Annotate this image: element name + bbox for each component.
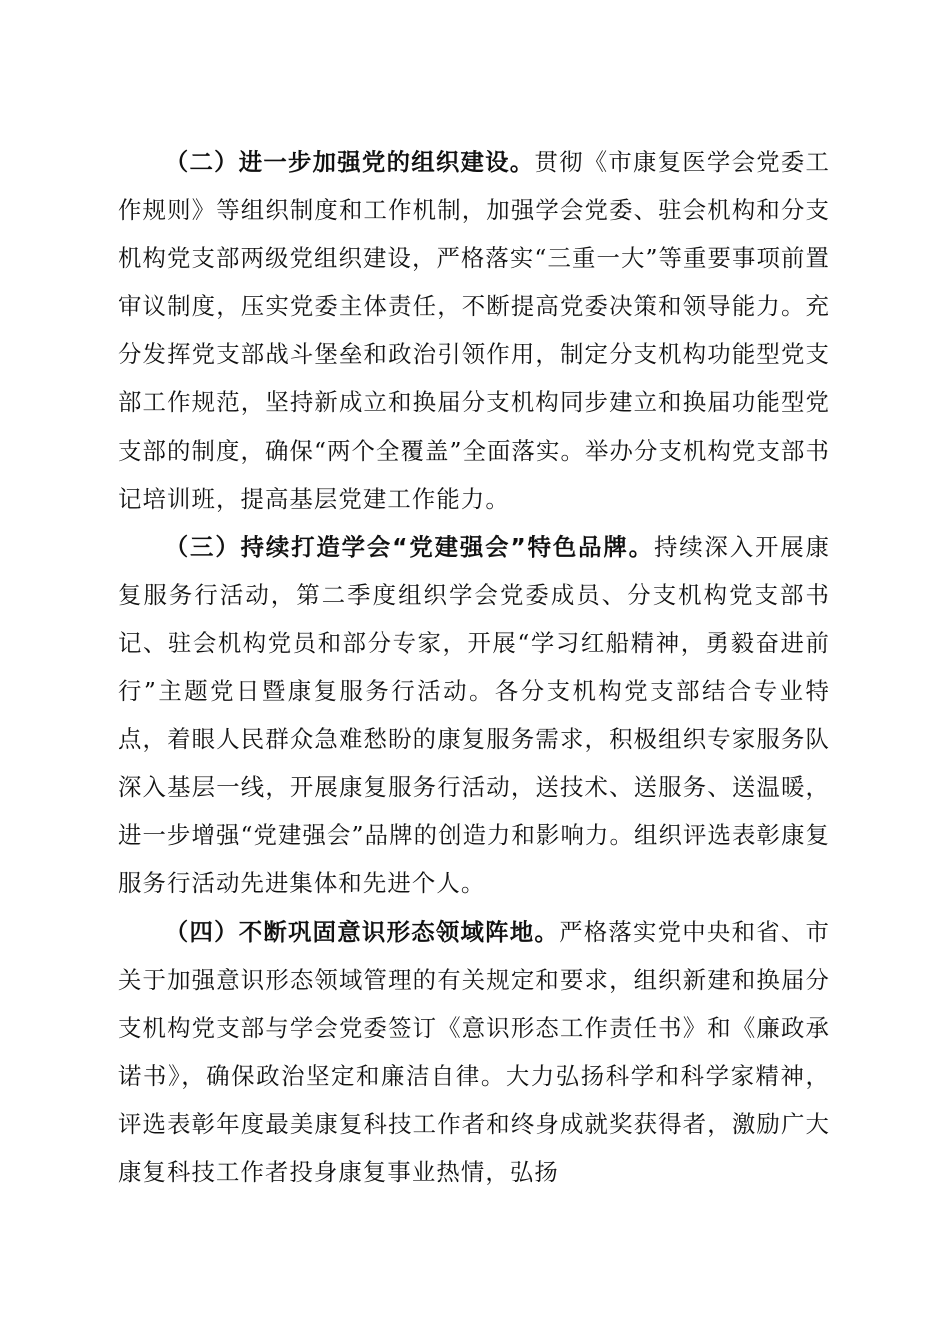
section-body-3: 持续深入开展康复服务行活动，第二季度组织学会党委成员、分支机构党支部书记、驻会机构党员和部分专家，开展“学习红船精神，勇毅奋进前行”主题党日暨康复服务行活动。各分支机构党支部结合专业特点，着眼人民群众急难愁盼的康复服务需求，积极组织专家服务队深入基层一线，开展康复服务行活动，送技术、送服务、送温暖，进一步增强“党建强会”品牌的创造力和影响力。组织评选表彰康复服务行活动先进集体和先进个人。 [118, 532, 830, 898]
section-body-4: 严格落实党中央和省、市关于加强意识形态领域管理的有关规定和要求，组织新建和换届分支机构党支部与学会党委签订《意识形态工作责任书》和《廉政承诺书》，确保政治坚定和廉洁自律。大力弘扬科学和科学家精神，评选表彰年度最美康复科技工作者和终身成就奖获得者，激励广大康复科技工作者投身康复事业热情，弘扬 [118, 917, 830, 1186]
section-heading-4: （四）不断巩固意识形态领域阵地。 [164, 917, 560, 946]
section-body-2: 贯彻《市康复医学会党委工作规则》等组织制度和工作机制，加强学会党委、驻会机构和分支机构党支部两级党组织建设，严格落实“三重一大”等重要事项前置审议制度，压实党委主体责任，不断提高党委决策和领导能力。充分发挥党支部战斗堡垒和政治引领作用，制定分支机构功能型党支部工作规范，坚持新成立和换届分支机构同步建立和换届功能型党支部的制度，确保“两个全覆盖”全面落实。举办分支机构党支部书记培训班，提高基层党建工作能力。 [118, 148, 830, 513]
paragraph-2 [118, 138, 830, 523]
document-body [118, 138, 830, 1196]
section-heading-2: （二）进一步加强党的组织建设。 [164, 148, 535, 176]
paragraph-3 [118, 523, 830, 908]
paragraph-4 [118, 908, 830, 1197]
section-heading-3: （三）持续打造学会“党建强会”特色品牌。 [164, 532, 654, 561]
